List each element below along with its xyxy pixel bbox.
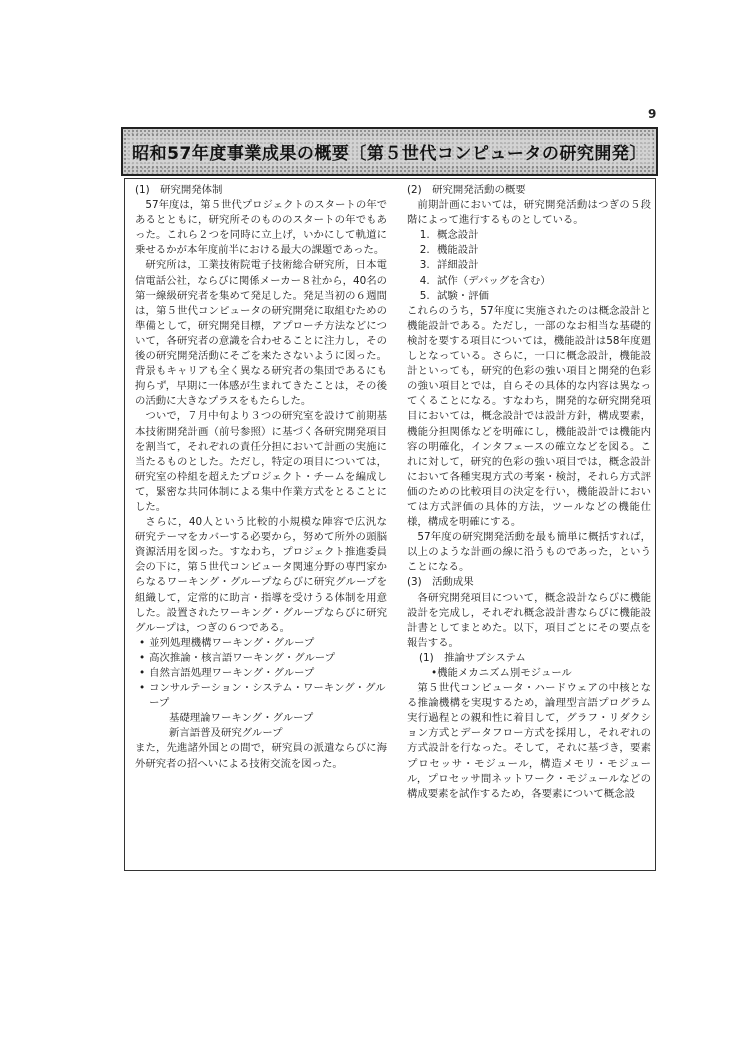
list-item: 5. 試験・評価 (433, 289, 651, 304)
stage-list (407, 228, 651, 303)
section-heading-research-structure: (1) 研究開発体制 (135, 184, 223, 196)
right-column (407, 183, 651, 802)
section-heading-results: (3) 活動成果 (407, 576, 474, 589)
subsection-heading-inference: (1) 推論サブシステム (419, 651, 526, 664)
working-group-list (135, 636, 387, 711)
title-banner (121, 127, 658, 176)
list-item: 2. 機能設計 (433, 243, 651, 258)
paragraph: 57年度は，第５世代プロジェクトのスタートの年であるとともに，研究所そのもののスタートの年でもあった。これら２つを同時に立上げ，いかにして軌道に乗せるかが本年度前半における最大の課題であった。 (135, 199, 387, 257)
paragraph: 前期計画においては，研究開発活動はつぎの５段階によって進行するものとしている。 (407, 199, 651, 227)
paragraph: 57年度の研究開発活動を最も簡単に概括すれば，以上のような計画の線に沿うものであった，ということになる。 (407, 531, 651, 574)
paragraph: 第５世代コンピュータ・ハードウェアの中核となる推論機構を実現するため，論理型言語プログラム実行過程との親和性に着目して，グラフ・リダクション方式とデータフロー方式を採用し，それぞれの方式設計を行なった。そして，それに基づき，要素プロセッサ・モジュール，構造メモリ・モジュール，プロセッサ間ネットワーク・モジュールなどの構成要素を試作するため，各要素について概念設 (407, 682, 651, 800)
list-item: •機能メカニズム別モジュール (431, 667, 572, 679)
list-item: • 自然言語処理ワーキング・グループ (149, 666, 387, 681)
page-title: 昭和57年度事業成果の概要〔第５世代コンピュータの研究開発〕 (126, 137, 653, 166)
list-item: • 並列処理機構ワーキング・グループ (149, 636, 387, 651)
paragraph: 研究所は，工業技術院電子技術総合研究所，日本電信電話公社，ならびに関係メーカー８社から，40名の第一線級研究者を集めて発足した。発足当初の６週間は，第５世代コンピュータの研究開発に取組むための準備として，研究開発目標，アプローチ方法などについて，各研究者の意識を合わせることに注力し，その後の研究開発活動にそごを来たさないように図った。背景もキャリアも全く異なる研究者の集団であるにも拘らず，早期に一体感が生まれてきたことは，その後の活動に大きなプラスをもたらした。 (135, 259, 387, 408)
section-heading-activity-overview: (2) 研究開発活動の概要 (407, 184, 526, 196)
list-item: • コンサルテーション・システム・ワーキング・グループ (149, 681, 387, 711)
list-item: 基礎理論ワーキング・グループ (169, 712, 314, 725)
list-item: 1. 概念設計 (433, 228, 651, 243)
left-column (135, 183, 387, 772)
paragraph: また，先進諸外国との間で，研究員の派遣ならびに海外研究者の招へいによる技術交流を図った。 (135, 742, 387, 770)
list-item: 4. 試作（デバッグを含む） (433, 274, 651, 289)
paragraph: これらのうち，57年度に実施されたのは概念設計と機能設計である。ただし，一部のなお相当な基礎的検討を要する項目については，機能設計は58年度廻しとなっている。さらに，一口に概念設計，機能設計といっても，研究的色彩の強い項目と開発的色彩の強い項目とでは，自らその具体的な内容は異なってくることになる。すなわち，開発的な研究開発項目においては，概念設計では設計方針，構成要素，機能分担関係などを明確にし，機能設計では機能内容の明確化，インタフェースの確立などを図る。これに対して，研究的色彩の強い項目では，概念設計において各種実現方式の考案・検討，それら方式評価のための比較項目の決定を行い，機能設計においては方式評価の具体的方法，ツールなどの機能仕様，構成を明確にする。 (407, 304, 651, 529)
list-item: 3. 詳細設計 (433, 258, 651, 273)
content-frame (124, 178, 656, 871)
list-item: 新言語普及研究グループ (169, 727, 283, 740)
paragraph: 各研究開発項目について，概念設計ならびに機能設計を完成し，それぞれ概念設計書ならびに機能設計書としてまとめた。以下，項目ごとにその要点を報告する。 (407, 591, 651, 649)
paragraph: ついで，７月中旬より３つの研究室を設けて前期基本技術開発計画（前号参照）に基づく各研究開発項目を割当て，それぞれの責任分担において計画の実施に当たるものとした。ただし，特定の項目については，研究室の枠組を超えたプロジェクト・チームを編成して，緊密な共同体制による集中作業方式をとることにした。 (135, 410, 387, 513)
page-number: 9 (648, 107, 657, 121)
paragraph: さらに，40人という比較的小規模な陣容で広汎な研究テーマをカバーする必要から，努めて所外の頭脳資源活用を図った。すなわち，プロジェクト推進委員会の下に，第５世代コンピュータ関連分野の専門家からなるワーキング・グループならびに研究グループを組織して，定常的に助言・指導を受けうる体制を用意した。設置されたワーキング・グループならびに研究グループは，つぎの６つである。 (135, 516, 387, 634)
list-item: • 高次推論・核言語ワーキング・グループ (149, 651, 387, 666)
